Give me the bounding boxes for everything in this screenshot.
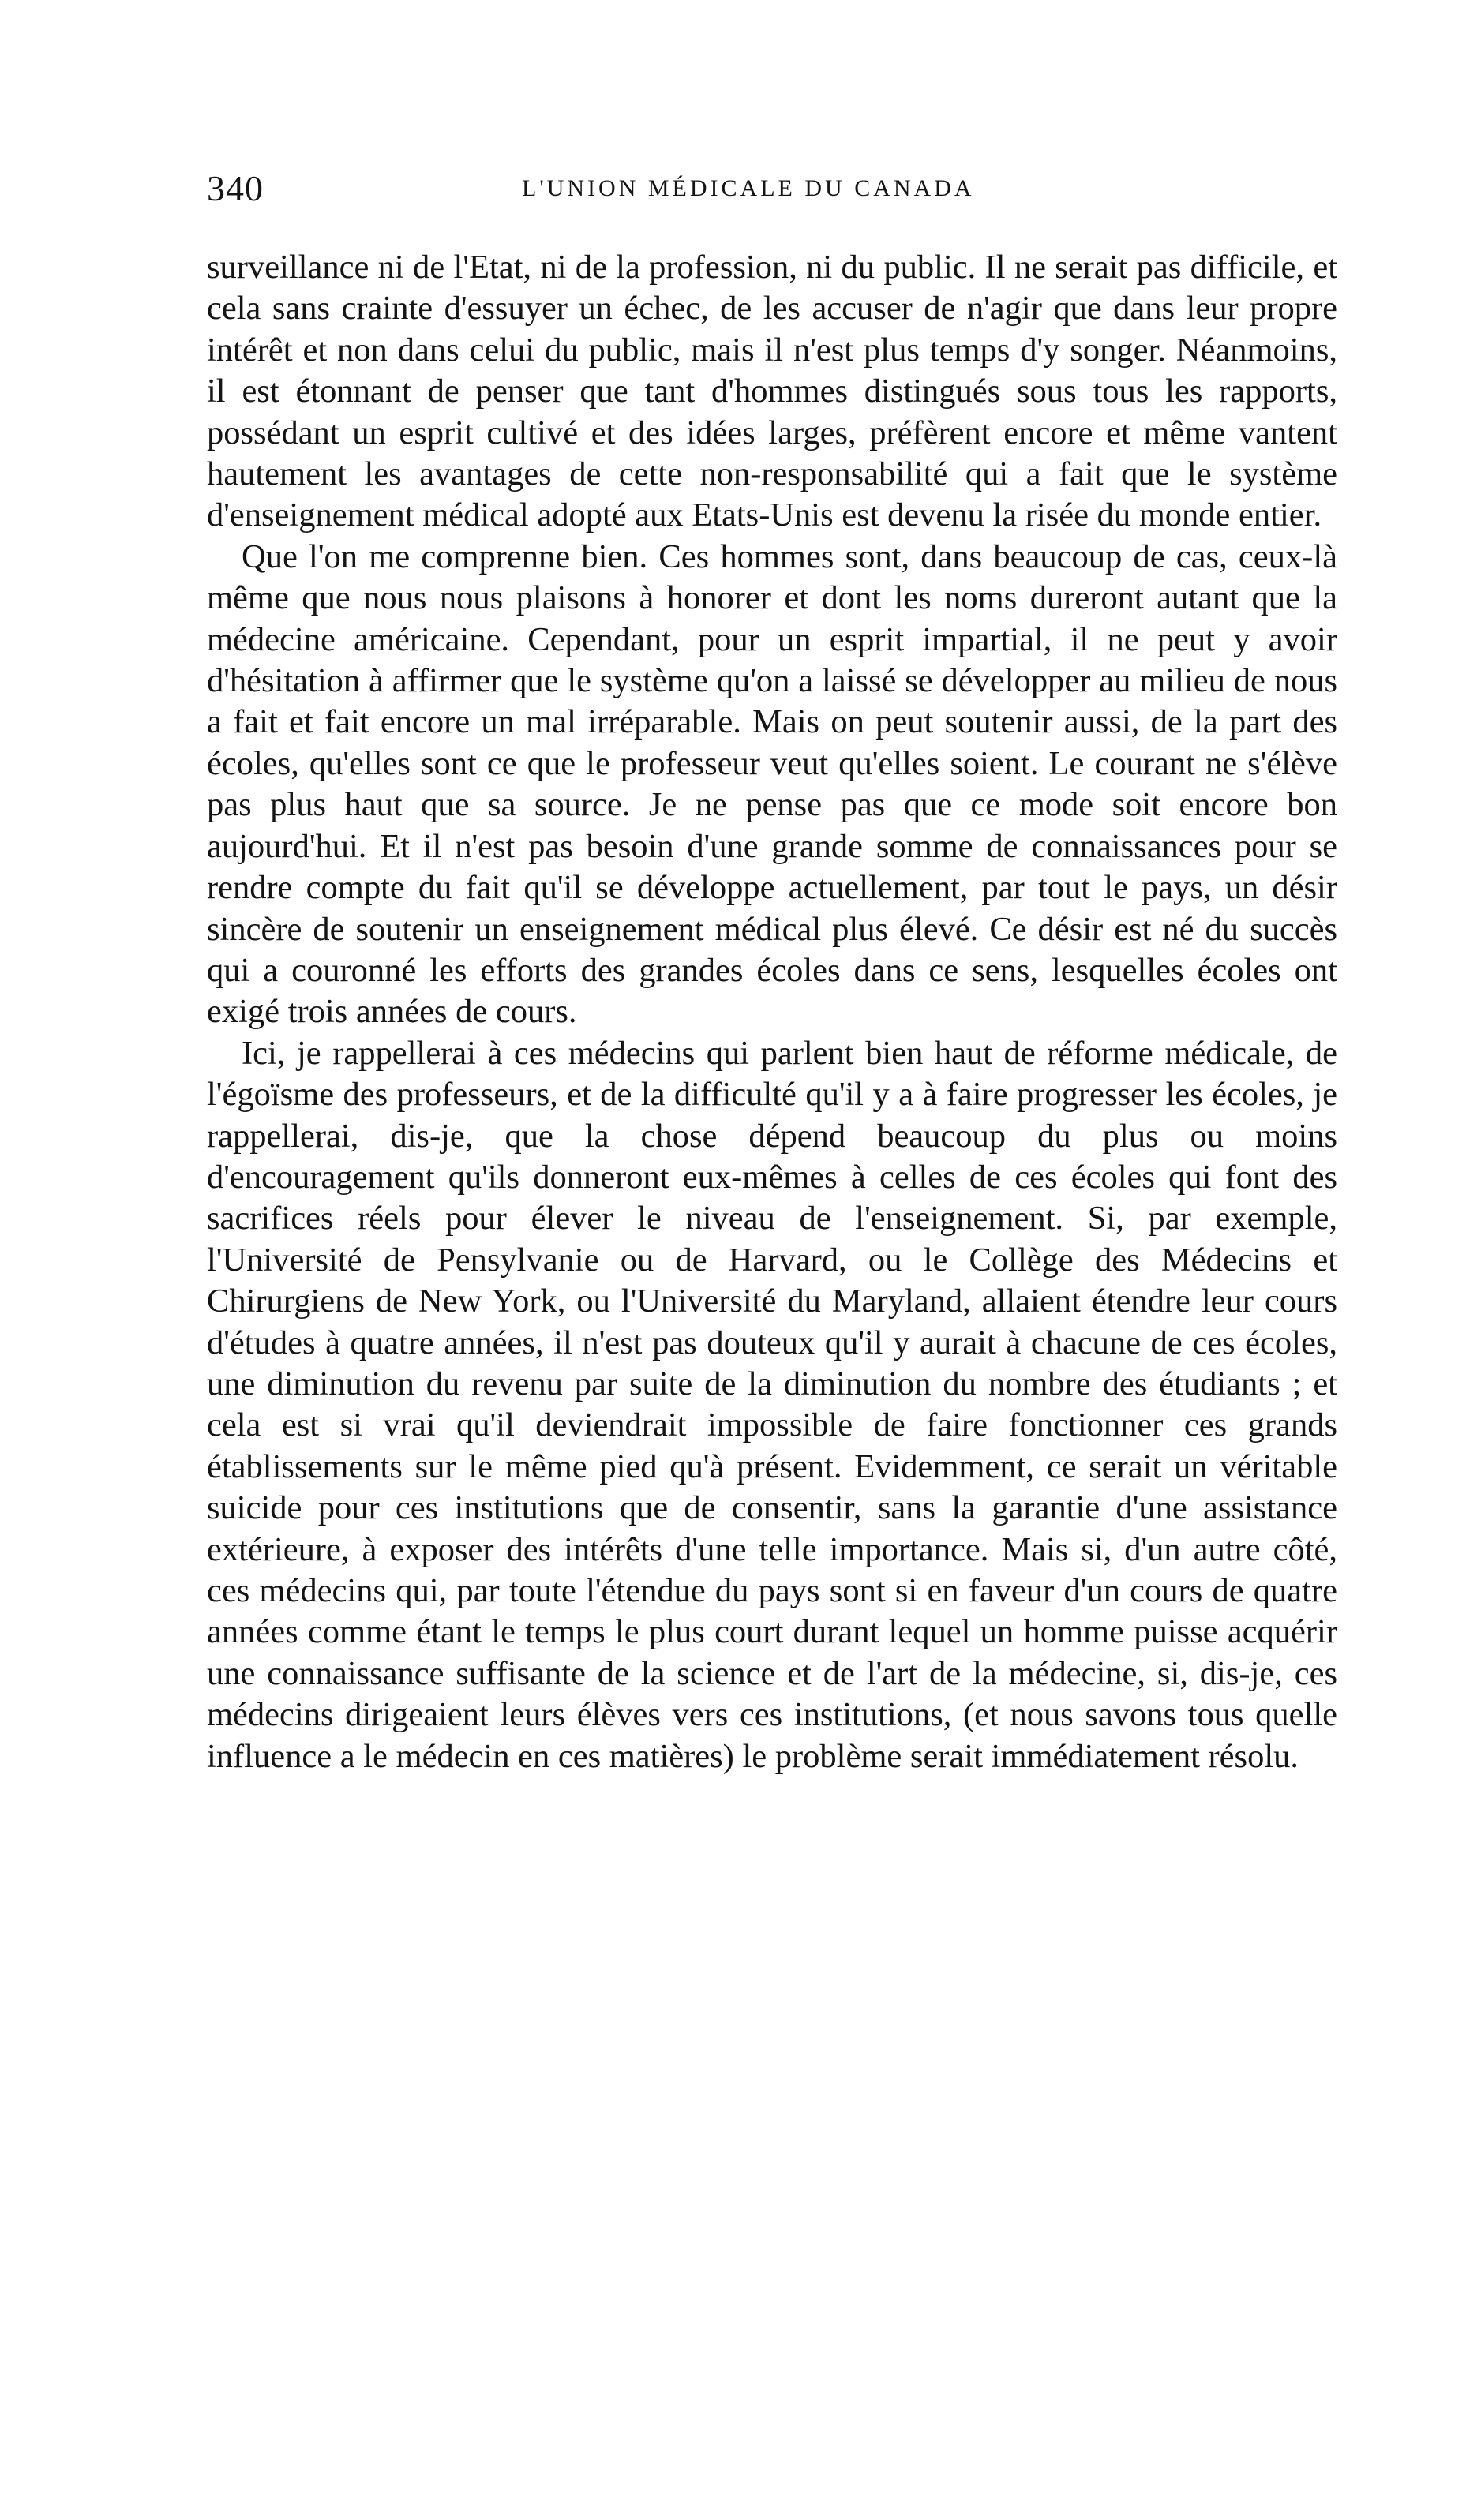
- paragraph-3: Ici, je rappellerai à ces médecins qui parlent bien haut de réforme médicale, de l'égoïsme des professeurs, et de la difficulté qu'il y a à faire progresser les écoles, je rappellerai, dis-je, que la chose dépend beaucoup du plus ou moins d'encouragement qu'ils donneront eux-mêmes à celles de ces écoles qui font des sacrifices réels pour élever le niveau de l'enseignement. Si, par exemple, l'Université de Pensylvanie ou de Harvard, ou le Collège des Médecins et Chirurgiens de New York, ou l'Université du Maryland, allaient étendre leur cours d'études à quatre années, il n'est pas douteux qu'il y aurait à chacune de ces écoles, une diminution du revenu par suite de la diminution du nombre des étudiants ; et cela est si vrai qu'il deviendrait impossible de faire fonctionner ces grands établissements sur le même pied qu'à présent. Evidemment, ce serait un véritable suicide pour ces institutions que de consentir, sans la garantie d'une assistance extérieure, à exposer des intérêts d'une telle importance. Mais si, d'un autre côté, ces médecins qui, par toute l'étendue du pays sont si en faveur d'un cours de quatre années comme étant le temps le plus court durant lequel un homme puisse acquérir une connaissance suffisante de la science et de l'art de la médecine, si, dis-je, ces médecins dirigeaient leurs élèves vers ces institutions, (et nous savons tous quelle influence a le médecin en ces matières) le problème serait immédiatement résolu.: [207, 1034, 1337, 1775]
- paragraph-2: Que l'on me comprenne bien. Ces hommes sont, dans beaucoup de cas, ceux-là même que nous nous plaisons à honorer et dont les noms dureront autant que la médecine américaine. Cependant, pour un esprit impartial, il ne peut y avoir d'hésitation à affirmer que le système qu'on a laissé se développer au milieu de nous a fait et fait encore un mal irréparable. Mais on peut soutenir aussi, de la part des écoles, qu'elles sont ce que le professeur veut qu'elles soient. Le courant ne s'élève pas plus haut que sa source. Je ne pense pas que ce mode soit encore bon aujourd'hui. Et il n'est pas besoin d'une grande somme de connaissances pour se rendre compte du fait qu'il se développe actuellement, par tout le pays, un désir sincère de soutenir un enseignement médical plus élevé. Ce désir est né du succès qui a couronné les efforts des grandes écoles dans ce sens, lesquelles écoles ont exigé trois années de cours.: [207, 537, 1337, 1031]
- page-number: 340: [207, 168, 264, 208]
- body-text: [207, 247, 1337, 1777]
- running-head: L'UNION MÉDICALE DU CANADA: [522, 175, 975, 201]
- paragraph-1: surveillance ni de l'Etat, ni de la profession, ni du public. Il ne serait pas difficile, et cela sans crainte d'essuyer un échec, de les accuser de n'agir que dans leur propre intérêt et non dans celui du public, mais il n'est plus temps d'y songer. Néanmoins, il est étonnant de penser que tant d'hommes distingués sous tous les rapports, possédant un esprit cultivé et des idées larges, préfèrent encore et même vantent hautement les avantages de cette non-responsabilité qui a fait que le système d'enseignement médical adopté aux Etats-Unis est devenu la risée du monde entier.: [207, 249, 1337, 534]
- page-header: [207, 167, 1071, 215]
